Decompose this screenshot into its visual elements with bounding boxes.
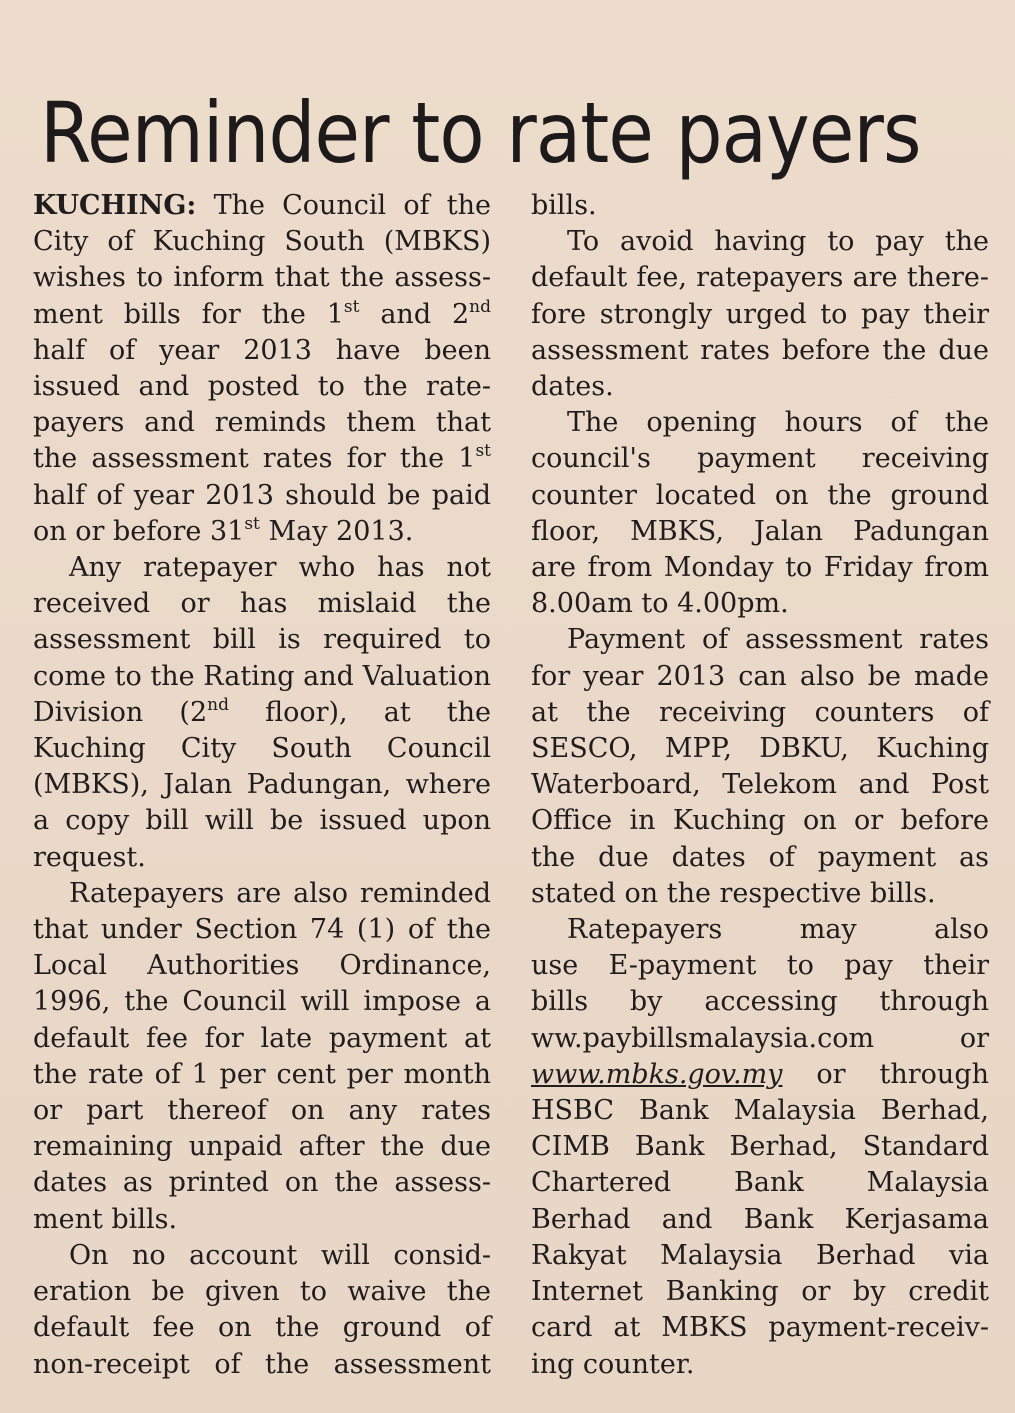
article-column-right [531, 188, 989, 1383]
paragraph-4: On no account will consid- eration be given to waive the default fee on the ground of non-receipt of the assessment [33, 1239, 491, 1380]
paragraph-8: Ratepayers may also use E-payment to pay their bills by accessing through ww.paybillsmalaysia.com or www.mbks.gov.my or through HSBC Bank Malaysia Berhad, CIMB Bank Berhad, Standard Chartered Bank Malaysia Berhad and Bank Kerjasama Rakyat Malaysia Berhad via Internet Banking or by credit card at MBKS payment-receiv- ing counter. [531, 914, 989, 1380]
headline: Reminder to rate payers [40, 84, 921, 183]
paragraph-6: The opening hours of the council's payment receiving counter located on the ground floor, MBKS, Jalan Padungan are from Monday to Friday from 8.00am to 4.00pm. [531, 407, 989, 620]
article-column-left [33, 188, 491, 1383]
paragraph-3: Ratepayers are also reminded that under Section 74 (1) of the Local Authorities Ordinance, 1996, the Council will impose a default fee for late payment at the rate of 1 per cent per month or part thereof on any rates remaining unpaid after the due dates as printed on the assess- ment bills. [33, 877, 491, 1235]
mbks-website-link[interactable]: www.mbks.gov.my [531, 1058, 783, 1090]
dateline: KUCHING: [33, 190, 197, 221]
paragraph-7: Payment of assessment rates for year 2013 can also be made at the receiving counters of SESCO, MPP, DBKU, Kuching Waterboard, Telekom and Post Office in Kuching on or before the due dates of payment as stated on the respective bills. [531, 624, 989, 909]
paragraph-1: KUCHING: The Council of the City of Kuching South (MBKS) wishes to inform that the assess- ment bills for the 1st and 2nd half of year 2013 have been issued and posted to the rate- payers and reminds them that the assessment rates for the 1st half of year 2013 should be paid on or before 31st May 2013. [33, 190, 491, 547]
paragraph-4-continued: bills. [531, 190, 597, 221]
paragraph-5: To avoid having to pay the default fee, ratepayers are there- fore strongly urged to pay their assessment rates before the due dates. [531, 226, 989, 403]
paragraph-2: Any ratepayer who has not received or has mislaid the assessment bill is required to come to the Rating and Valuation Division (2nd floor), at the Kuching City South Council (MBKS), Jalan Padungan, where a copy bill will be issued upon request. [33, 552, 491, 873]
